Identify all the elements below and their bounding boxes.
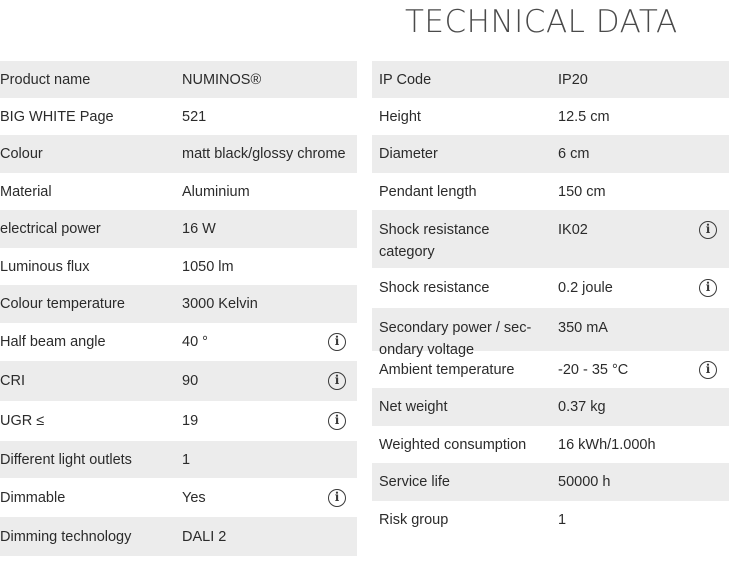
spec-label: UGR ≤	[0, 413, 45, 429]
spec-value: 521	[182, 108, 207, 125]
spec-value: IK02	[558, 222, 588, 238]
spec-row	[0, 478, 357, 517]
spec-value: matt black/glossy chrome	[182, 146, 346, 162]
spec-row	[0, 248, 357, 285]
spec-label: Height	[379, 108, 421, 125]
spec-label: Shock resistance	[379, 280, 490, 296]
spec-row	[0, 323, 357, 361]
spec-label: Half beam angle	[0, 334, 106, 350]
spec-table-right	[372, 61, 729, 538]
spec-label: BIG WHITE Page	[0, 108, 114, 125]
spec-value: IP20	[558, 71, 588, 88]
spec-label: Colour	[0, 146, 43, 162]
spec-label: Risk group	[379, 511, 449, 528]
info-icon[interactable]: i	[699, 279, 717, 297]
spec-row	[372, 61, 729, 98]
spec-label: CRI	[0, 373, 25, 389]
info-icon[interactable]: i	[328, 333, 346, 351]
spec-value: 0.2 joule	[558, 280, 613, 296]
spec-row	[372, 501, 729, 538]
spec-label: Shock resistance category	[379, 222, 490, 260]
spec-label: Weighted consumption	[379, 436, 527, 453]
spec-row	[372, 308, 729, 358]
spec-row	[372, 135, 729, 173]
spec-row	[0, 361, 357, 401]
spec-label: Service life	[379, 474, 450, 490]
info-icon[interactable]: i	[328, 489, 346, 507]
spec-value: 90	[182, 373, 199, 389]
spec-label: Product name	[0, 71, 91, 88]
spec-row	[0, 517, 357, 556]
spec-value: 3000 Kelvin	[182, 296, 258, 312]
spec-value: -20 - 35 °C	[558, 361, 629, 378]
spec-label: Diameter	[379, 146, 438, 162]
spec-value: Yes	[182, 489, 206, 506]
spec-row	[0, 285, 357, 323]
spec-row	[0, 98, 357, 135]
spec-value: 1050 lm	[182, 258, 234, 275]
spec-value: 6 cm	[558, 146, 590, 162]
spec-label: Pendant length	[379, 183, 477, 200]
spec-label: Luminous flux	[0, 258, 90, 275]
info-icon[interactable]: i	[328, 372, 346, 390]
spec-row	[372, 268, 729, 308]
spec-value: 150 cm	[558, 183, 606, 200]
spec-value: DALI 2	[182, 528, 227, 545]
info-icon[interactable]: i	[699, 221, 717, 239]
spec-value: 0.37 kg	[558, 399, 606, 415]
spec-value: 19	[182, 413, 199, 429]
spec-value: Aluminium	[182, 183, 250, 200]
info-icon[interactable]: i	[328, 412, 346, 430]
spec-row	[372, 351, 729, 388]
spec-label: Dimmable	[0, 489, 66, 506]
spec-row	[372, 426, 729, 463]
spec-row	[0, 173, 357, 210]
spec-row	[372, 463, 729, 501]
spec-value: 16 kWh/1.000h	[558, 436, 656, 453]
spec-label: Colour temperature	[0, 296, 125, 312]
spec-label: Net weight	[379, 399, 448, 415]
spec-row	[372, 210, 729, 268]
spec-row	[372, 98, 729, 135]
spec-table-left	[0, 61, 357, 556]
spec-value: 40 °	[182, 334, 208, 350]
spec-label: IP Code	[379, 71, 432, 88]
spec-row	[0, 401, 357, 441]
info-icon[interactable]: i	[699, 361, 717, 379]
spec-row	[0, 210, 357, 248]
spec-label: Dimming technology	[0, 528, 132, 545]
spec-label: electrical power	[0, 221, 101, 237]
spec-row	[0, 135, 357, 173]
spec-value: 12.5 cm	[558, 108, 610, 125]
spec-value: 1	[558, 511, 567, 528]
spec-row	[0, 61, 357, 98]
spec-label: Secondary power / sec-ondary voltage	[379, 320, 532, 358]
spec-label: Ambient temperature	[379, 361, 515, 378]
spec-row	[372, 173, 729, 210]
spec-label: Material	[0, 183, 52, 200]
spec-value: NUMINOS®	[182, 71, 262, 88]
spec-value: 50000 h	[558, 474, 611, 490]
spec-value: 350 mA	[558, 320, 608, 336]
spec-row	[0, 441, 357, 478]
page-title: TECHNICAL DATA	[405, 4, 678, 40]
spec-row	[372, 388, 729, 426]
spec-value: 16 W	[182, 221, 216, 237]
spec-value: 1	[182, 451, 191, 468]
spec-label: Different light outlets	[0, 451, 132, 468]
